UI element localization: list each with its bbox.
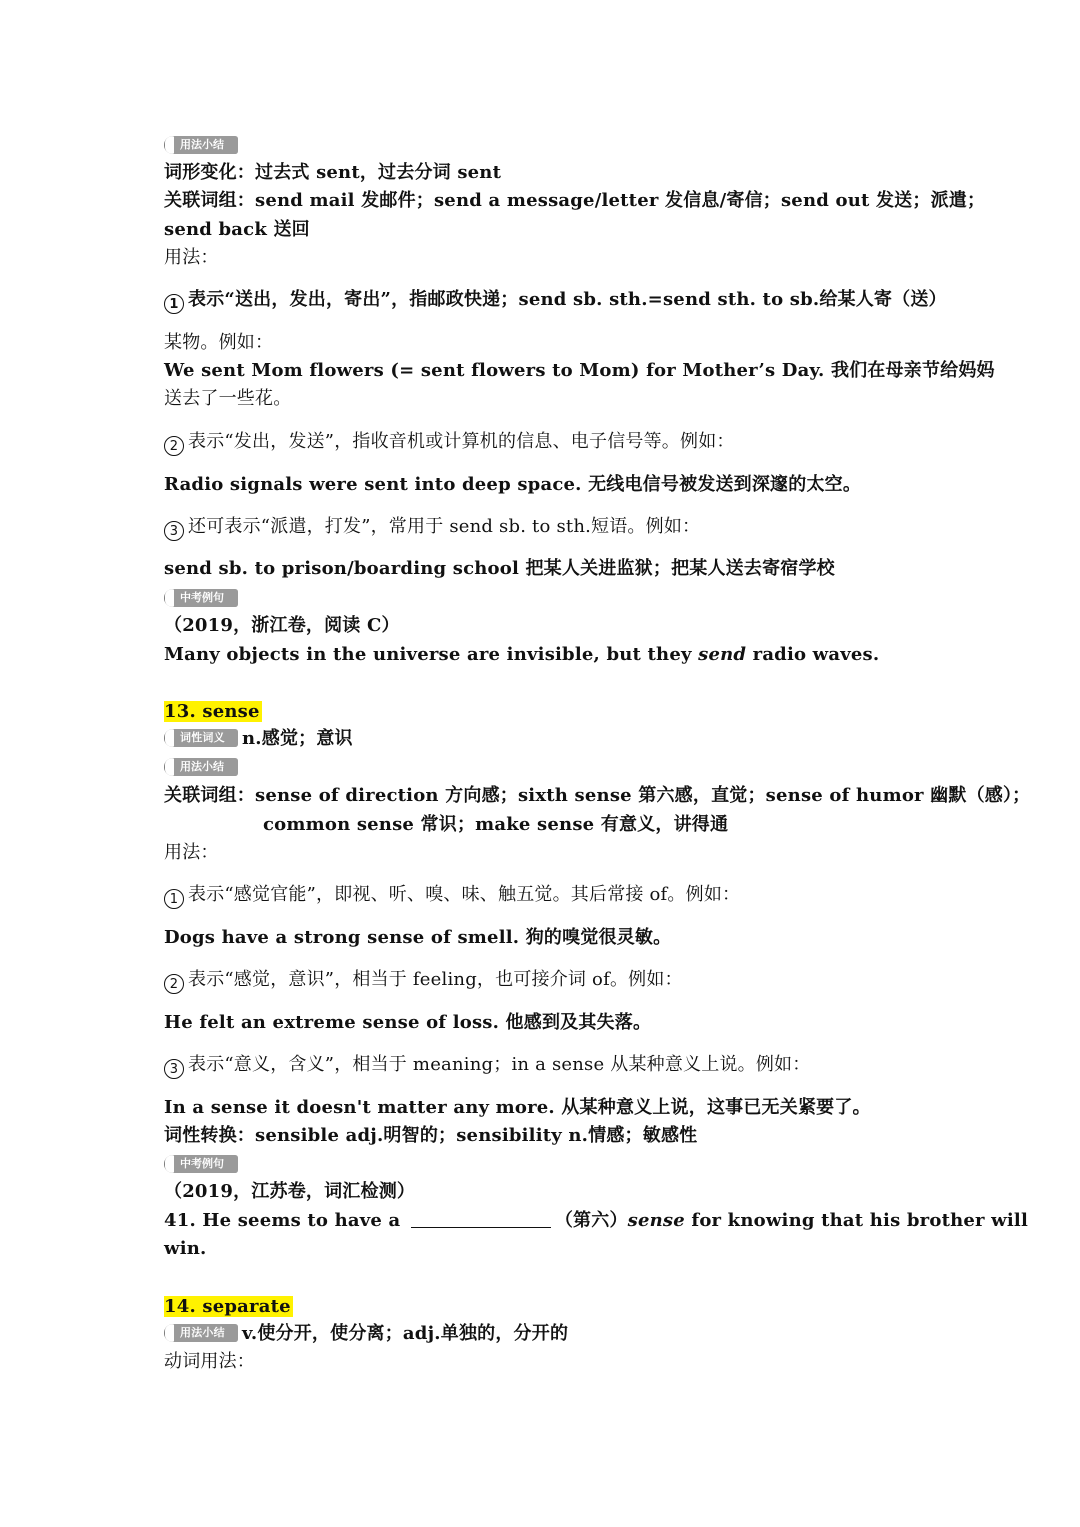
part-meaning-tag: 词性词义: [164, 729, 238, 747]
exam-sentence-part: 41. He seems to have a: [164, 1210, 407, 1231]
send-usage-3: [164, 515, 700, 541]
sense-phrases-line1: 关联词组：sense of direction 方向感；sixth sense 第六感，直觉；sense of humor 幽默（感）；: [164, 785, 1031, 806]
exam-italic-word: sense: [627, 1210, 685, 1231]
separate-meaning: v.使分开，使分离；adj.单独的，分开的: [242, 1323, 569, 1344]
send-usage-1-cont: 某物。例如：: [164, 332, 274, 353]
send-usage-1-text: 表示“送出，发出，寄出”，指邮政快递；send sb. sth.=send sth. to sb.给某人寄（送）: [188, 289, 947, 310]
sense-meaning: n.感觉；意识: [242, 728, 353, 749]
exam-sentence-part: Many objects in the universe are invisible, but they: [164, 644, 699, 665]
sense-example-2: He felt an extreme sense of loss. 他感到及其失落。: [164, 1012, 652, 1033]
separate-verb-usage: 动词用法：: [164, 1351, 255, 1372]
send-usage-3-text: 还可表示“派遣，打发”，常用于 send sb. to sth.短语。例如：: [188, 516, 701, 537]
sense-usage-label: 用法：: [164, 842, 219, 863]
sense-heading: [164, 700, 262, 724]
sense-meaning-row: [164, 727, 353, 751]
number-circle: 3: [164, 521, 184, 541]
exam-sentence-part: for knowing that his brother will: [684, 1210, 1028, 1231]
send-usage-2-text: 表示“发出，发送”，指收音机或计算机的信息、电子信号等。例如：: [188, 431, 735, 452]
sense-usage-3-text: 表示“意义，含义”，相当于 meaning；in a sense 从某种意义上说。例如：: [188, 1054, 811, 1075]
exam-example-tag: 中考例句: [164, 1155, 238, 1173]
send-example-1-line2: 送去了一些花。: [164, 388, 292, 409]
send-exam-source: （2019，浙江卷，阅读 C）: [164, 615, 400, 636]
sense-example-1: Dogs have a strong sense of smell. 狗的嗅觉很灵敏。: [164, 927, 672, 948]
send-example-1-line1: We sent Mom flowers (= sent flowers to Mom) for Mother’s Day. 我们在母亲节给妈妈: [164, 360, 995, 381]
sense-usage-1: [164, 883, 740, 909]
usage-summary-tag: 用法小结: [164, 136, 238, 154]
answer-blank: [411, 1209, 551, 1228]
highlighted-heading: 14. separate: [164, 1296, 291, 1317]
sense-usage-2: [164, 968, 683, 994]
separate-meaning-row: [164, 1322, 568, 1346]
exam-sentence-part: radio waves.: [746, 644, 880, 665]
send-exam-sentence: [164, 643, 879, 667]
exam-hint: （第六）: [554, 1210, 628, 1231]
send-phrases-line1: 关联词组：send mail 发邮件；send a message/letter 发信息/寄信；send out 发送；派遣；: [164, 190, 986, 211]
sense-conversion: 词性转换：sensible adj.明智的；sensibility n.情感；敏感性: [164, 1125, 698, 1146]
number-circle: 1: [164, 294, 184, 314]
sense-example-3: In a sense it doesn't matter any more. 从某种意义上说，这事已无关紧要了。: [164, 1097, 871, 1118]
number-circle: 1: [164, 889, 184, 909]
sense-exam-sentence-cont: win.: [164, 1238, 207, 1259]
send-example-3: send sb. to prison/boarding school 把某人关进监狱；把某人送去寄宿学校: [164, 558, 835, 579]
send-usage-1: [164, 288, 947, 314]
send-forms: 词形变化：过去式 sent，过去分词 sent: [164, 162, 502, 183]
sense-usage-2-text: 表示“感觉，意识”，相当于 feeling，也可接介词 of。例如：: [188, 969, 683, 990]
number-circle: 2: [164, 974, 184, 994]
number-circle: 2: [164, 436, 184, 456]
send-usage-label: 用法：: [164, 247, 219, 268]
send-usage-2: [164, 430, 735, 456]
sense-phrases-line2: common sense 常识；make sense 有意义，讲得通: [263, 814, 729, 835]
number-circle: 3: [164, 1059, 184, 1079]
sense-exam-sentence: [164, 1209, 1028, 1233]
send-example-2: Radio signals were sent into deep space. 无线电信号被发送到深邃的太空。: [164, 474, 862, 495]
sense-exam-source: （2019，江苏卷，词汇检测）: [164, 1181, 416, 1202]
sense-usage-1-text: 表示“感觉官能”，即视、听、嗅、味、触五觉。其后常接 of。例如：: [188, 884, 741, 905]
exam-example-tag: 中考例句: [164, 589, 238, 607]
exam-italic-word: send: [698, 644, 747, 665]
highlighted-heading: 13. sense: [164, 701, 260, 722]
sense-usage-3: [164, 1053, 810, 1079]
separate-heading: [164, 1295, 293, 1319]
usage-summary-tag: 用法小结: [164, 758, 238, 776]
usage-summary-tag: 用法小结: [164, 1324, 238, 1342]
send-phrases-line2: send back 送回: [164, 219, 310, 240]
